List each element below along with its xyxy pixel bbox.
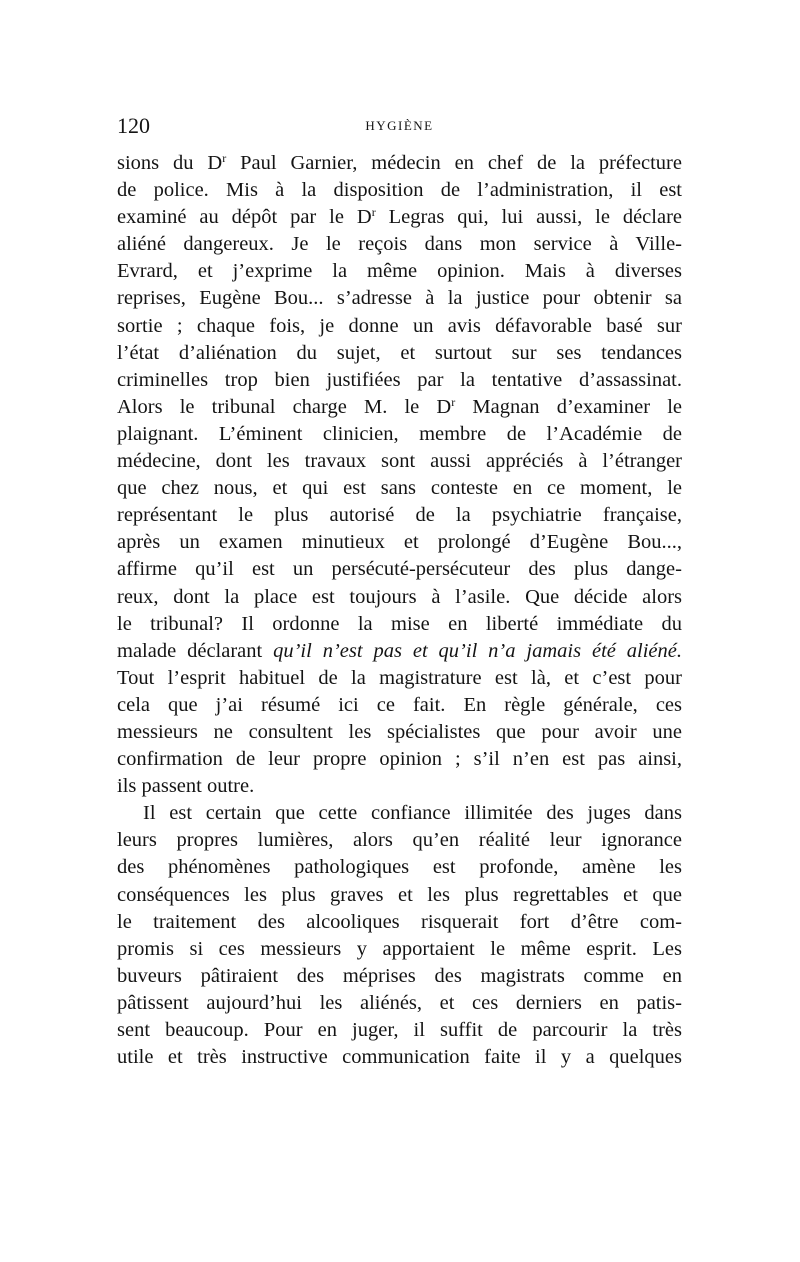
text-line: sent beaucoup. Pour en juger, il suffit de parcourir la très xyxy=(117,1019,682,1041)
text-line: représentant le plus autorisé de la psychiatrie française, xyxy=(117,504,682,527)
text-line: plaignant. L’éminent clinicien, membre de l’Académie de xyxy=(117,422,682,445)
italic-quote: qu’il n’est pas et qu’il n’a jamais été aliéné. xyxy=(273,639,682,662)
text-line: aliéné dangereux. Je le reçois dans mon service à Ville- xyxy=(117,233,682,256)
text-line: sions du $D^r$ Paul Garnier, médecin en chef de la préfecture xyxy=(117,151,682,174)
text-line: ils passent outre. xyxy=(117,775,255,798)
text-line: affirme qu’il est un persécuté-persécuteur des plus dange- xyxy=(117,558,682,581)
text-line: confirmation de leur propre opinion ; s’il n’en est pas ainsi, xyxy=(117,748,682,771)
text-line: pâtissent aujourd’hui les aliénés, et ces derniers en patis- xyxy=(117,991,682,1014)
text-line: de police. Mis à la disposition de l’administration, il est xyxy=(117,179,682,202)
text-line: malade déclarant qu’il n’est pas et qu’il n’a jamais été aliéné. xyxy=(117,639,682,662)
running-title: HYGIÈNE xyxy=(365,118,434,133)
running-head xyxy=(117,112,682,142)
text-line: reux, dont la place est toujours à l’asile. Que décide alors xyxy=(117,585,682,608)
text-line: examiné au dépôt par le $D^r$ Legras qui, lui aussi, le déclare xyxy=(117,205,682,229)
text-line: buveurs pâtiraient des méprises des magistrats comme en xyxy=(117,964,682,987)
body-text xyxy=(117,150,682,1071)
paragraph-start-line: Il est certain que cette confiance illimitée des juges dans xyxy=(143,802,682,825)
text-line: promis si ces messieurs y apportaient le même esprit. Les xyxy=(117,937,682,960)
text-line: après un examen minutieux et prolongé d’Eugène Bou..., xyxy=(117,531,682,554)
text-line: messieurs ne consultent les spécialistes que pour avoir une xyxy=(117,720,682,743)
text-line: utile et très instructive communication faite il y a quelques xyxy=(117,1046,682,1069)
page-number: 120 xyxy=(117,113,150,138)
text-line: médecine, dont les travaux sont aussi appréciés à l’étranger xyxy=(117,450,682,473)
text-line: le tribunal? Il ordonne la mise en liberté immédiate du xyxy=(117,612,682,635)
text-line: l’état d’aliénation du sujet, et surtout sur ses tendances xyxy=(117,341,682,364)
text-line: sortie ; chaque fois, je donne un avis défavorable basé sur xyxy=(117,314,682,337)
text-line: que chez nous, et qui est sans conteste en ce moment, le xyxy=(117,477,682,500)
text-line: cela que j’ai résumé ici ce fait. En règle générale, ces xyxy=(117,693,682,716)
text-line: reprises, Eugène Bou... s’adresse à la justice pour obtenir sa xyxy=(117,287,682,310)
text-line: Tout l’esprit habituel de la magistrature est là, et c’est pour xyxy=(117,666,682,689)
text-line: criminelles trop bien justifiées par la tentative d’assassinat. xyxy=(117,368,682,391)
text-line: Evrard, et j’exprime la même opinion. Mais à diverses xyxy=(117,260,682,283)
text-line: le traitement des alcooliques risquerait fort d’être com- xyxy=(117,910,682,933)
text-line: leurs propres lumières, alors qu’en réalité leur ignorance xyxy=(117,829,682,852)
text-line: des phénomènes pathologiques est profonde, amène les xyxy=(117,856,682,879)
text-line: Alors le tribunal charge M. le $D^r$ Magnan d’examiner le xyxy=(117,394,682,418)
text-line: conséquences les plus graves et les plus regrettables et que xyxy=(117,883,682,906)
